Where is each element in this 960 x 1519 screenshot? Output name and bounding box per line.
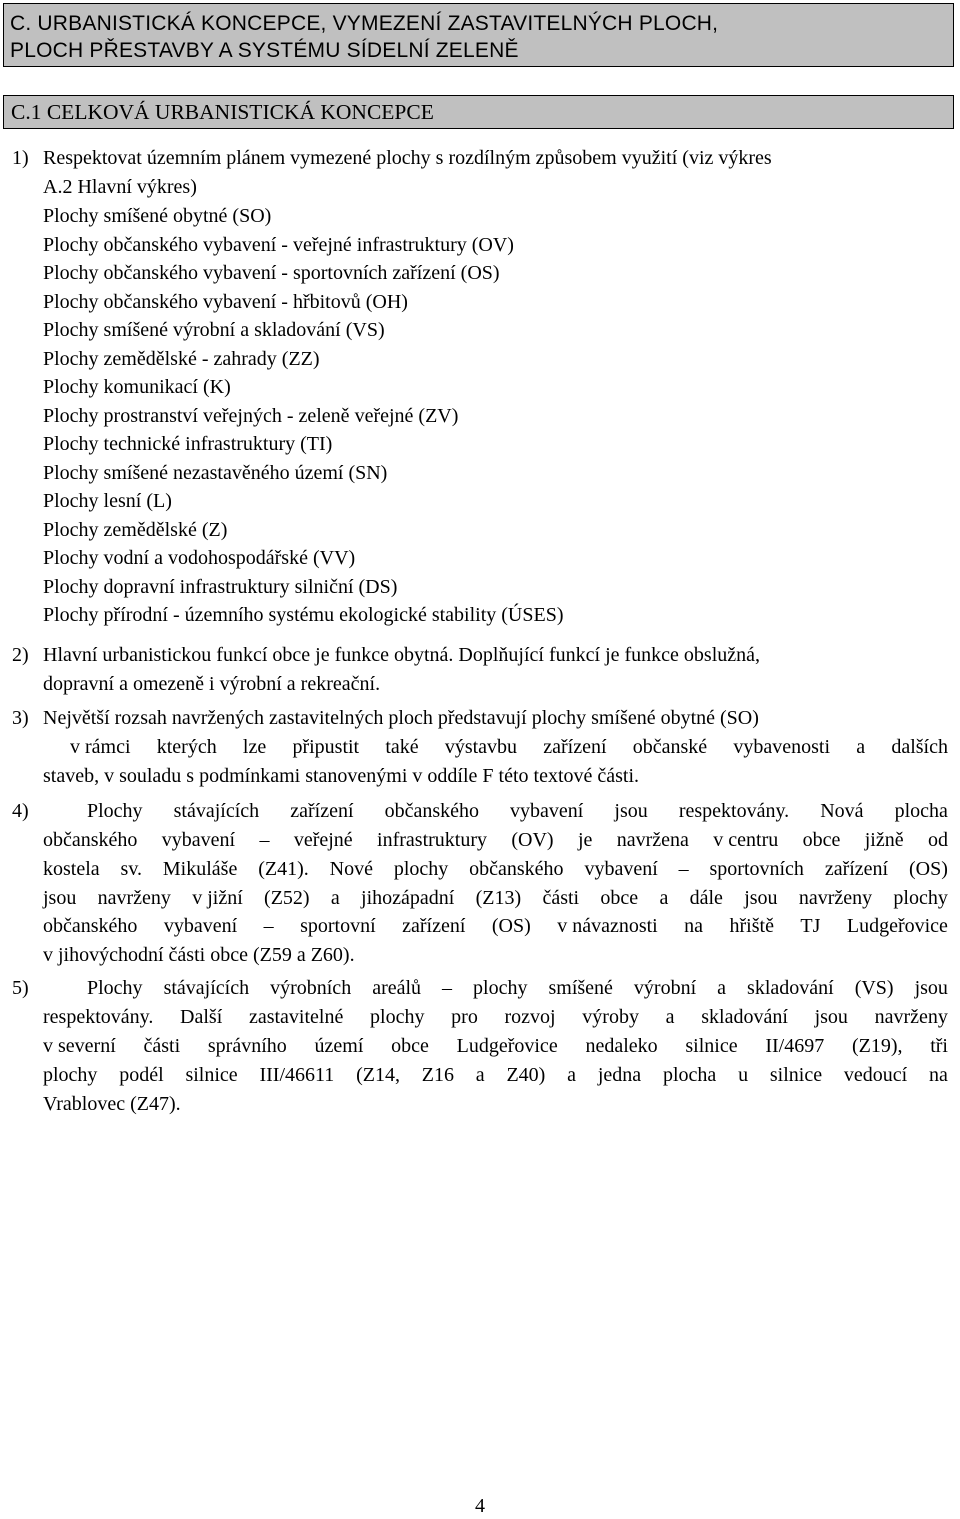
item-5-line-word: a xyxy=(475,1064,485,1086)
item-5-line-word: správního xyxy=(207,1035,287,1057)
item-4-line-word: sportovních xyxy=(709,858,804,880)
item-5-line-word: jedna xyxy=(597,1064,642,1086)
land-use-area-item: Plochy smíšené nezastavěného území (SN) xyxy=(43,461,388,484)
land-use-area-item: Plochy prostranství veřejných - zeleně veřejné (ZV) xyxy=(43,404,459,427)
item-5-line xyxy=(43,1034,948,1058)
item-5-line xyxy=(43,1063,948,1087)
item-5-line-word: smíšené xyxy=(548,977,613,999)
item-5-line-word: pro xyxy=(451,1006,478,1028)
item-5-line-word: silnice xyxy=(685,1035,738,1057)
item-4-line-word: občanského xyxy=(469,858,564,880)
item-3-line-2-word: a xyxy=(856,736,866,758)
item-4-line-word: zařízení xyxy=(402,915,466,937)
section-heading xyxy=(3,95,954,129)
item-3-line-2-word: lze xyxy=(242,736,267,758)
item-4-line-word: vybavení xyxy=(510,800,584,822)
item-1-line-1: Respektovat územním plánem vymezené plochy s rozdílným způsobem využití (viz výkres xyxy=(43,147,772,169)
item-5-line-word: podél xyxy=(119,1064,164,1086)
item-3-line-2-word: připustit xyxy=(292,736,360,758)
item-4-line-word: stávajících xyxy=(173,800,260,822)
land-use-area-item: Plochy smíšené obytné (SO) xyxy=(43,205,272,227)
item-4-line-word: plocha xyxy=(894,800,948,822)
item-4-line-word: dále xyxy=(689,887,723,909)
item-4-line-word: – xyxy=(259,829,270,851)
item-5-line-word: plochy xyxy=(43,1064,98,1086)
item-4-line-word: jihozápadní xyxy=(361,887,455,909)
item-5-line-word: tři xyxy=(930,1035,948,1057)
item-4-line-word: Nové xyxy=(329,858,373,880)
item-5-line-word: (Z19), xyxy=(851,1035,903,1057)
item-4-line-word: zařízení xyxy=(824,858,889,880)
item-5-line-word: území xyxy=(314,1035,364,1057)
item-4-line-word: Plochy xyxy=(87,800,143,822)
chapter-heading xyxy=(3,3,954,67)
item-5-line-word: zastavitelné xyxy=(248,1006,344,1028)
item-4-line-word: Nová xyxy=(820,800,864,822)
item-3-number: 3) xyxy=(12,707,29,729)
item-4-line xyxy=(87,799,948,823)
item-1-number: 1) xyxy=(12,147,29,169)
item-5-line-word: vedoucí xyxy=(843,1064,908,1086)
item-4-line xyxy=(43,886,948,910)
item-4-line-word: zařízení xyxy=(290,800,354,822)
item-3-line-2-word: zařízení xyxy=(543,736,607,758)
item-4-line xyxy=(43,914,948,938)
item-5-number: 5) xyxy=(12,977,29,999)
item-4-line-word: navrženy xyxy=(798,887,873,909)
item-2-line-1: Hlavní urbanistickou funkcí obce je funkce obytná. Doplňující funkcí je funkce obslužná, xyxy=(43,644,761,666)
item-4-line xyxy=(43,857,948,881)
item-5-line-word: části xyxy=(143,1035,181,1057)
item-5-line-word: skladování xyxy=(701,1006,788,1028)
item-4-line-word: části xyxy=(542,887,580,909)
item-3-line-2-word: vybavenosti xyxy=(733,736,831,758)
item-5-line-word: jsou xyxy=(814,1006,848,1028)
item-4-line-word: jsou xyxy=(43,887,77,909)
item-5-line-word: respektovány. xyxy=(43,1006,154,1028)
land-use-area-item: Plochy technické infrastruktury (TI) xyxy=(43,433,333,455)
item-5-line-word: nedaleko xyxy=(585,1035,658,1057)
item-4-line-word: vybavení xyxy=(584,858,658,880)
item-4-line-word: (Z41). xyxy=(258,858,309,880)
item-5-line-word: Z40) xyxy=(506,1064,546,1086)
item-4-line-word: plochy xyxy=(393,858,449,880)
item-4-line-word: je xyxy=(577,829,593,851)
item-5-line-word: Z16 xyxy=(421,1064,454,1086)
item-5-line-word: v severní xyxy=(43,1035,116,1057)
land-use-area-item: Plochy občanského vybavení - veřejné infrastruktury (OV) xyxy=(43,233,514,256)
item-3-line-2-word: kterých xyxy=(156,736,217,758)
section-heading-text: C.1 CELKOVÁ URBANISTICKÁ KONCEPCE xyxy=(11,100,434,124)
item-4-line-word: a xyxy=(659,887,669,909)
item-5-line-word: rozvoj xyxy=(504,1006,556,1028)
item-2-line-2: dopravní a omezeně i výrobní a rekreační. xyxy=(43,673,381,695)
land-use-area-item: Plochy občanského vybavení - hřbitovů (OH) xyxy=(43,290,408,313)
item-3-line-2-word: také xyxy=(385,736,419,758)
item-4-line-word: – xyxy=(678,858,689,880)
item-4-line-word: veřejné xyxy=(293,829,353,851)
land-use-area-item: Plochy zemědělské (Z) xyxy=(43,518,228,541)
item-4-line-word: kostela xyxy=(43,858,100,880)
item-4-line-word: obce xyxy=(600,887,639,909)
item-4-line-word: v jižní xyxy=(192,887,243,909)
land-use-area-item: Plochy přírodní - územního systému ekologické stability (ÚSES) xyxy=(43,604,564,626)
item-5-line-word: navrženy xyxy=(874,1006,948,1028)
item-3-line-2-word: výstavbu xyxy=(444,736,518,758)
item-4-line-word: TJ xyxy=(800,915,821,937)
item-4-line-word: obce xyxy=(802,829,841,851)
item-5-line-word: a xyxy=(567,1064,577,1086)
item-4-line-word: občanského xyxy=(43,829,138,851)
item-4-line-word: infrastruktury xyxy=(377,829,488,851)
item-4-line-word: (Z52) xyxy=(264,887,310,909)
item-5-line-word: (VS) xyxy=(854,977,894,999)
item-4-last-line: v jihovýchodní části obce (Z59 a Z60). xyxy=(43,944,355,966)
item-4-line-word: vybavení xyxy=(161,829,236,851)
item-4-line xyxy=(43,828,948,852)
item-3-line-2-word: v rámci xyxy=(70,736,131,758)
item-5-line-word: plochy xyxy=(473,977,528,999)
land-use-area-item: Plochy občanského vybavení - sportovních zařízení (OS) xyxy=(43,262,500,284)
item-4-line-word: a xyxy=(330,887,340,909)
item-5-line-word: obce xyxy=(391,1035,429,1057)
item-5-line-word: výrobní xyxy=(633,977,697,999)
item-4-line-word: navržena xyxy=(616,829,689,851)
item-4-line-word: občanského xyxy=(43,915,138,937)
item-4-line-word: respektovány. xyxy=(678,800,790,822)
item-5-last-line: Vrablovec (Z47). xyxy=(43,1093,181,1115)
land-use-area-item: Plochy komunikací (K) xyxy=(43,376,231,398)
item-5-line xyxy=(43,1005,948,1029)
item-5-line-word: – xyxy=(442,977,453,999)
item-4-line-word: plochy xyxy=(893,887,948,909)
item-4-number: 4) xyxy=(12,800,29,822)
item-3-line-3: staveb, v souladu s podmínkami stanovenými v oddíle F této textové části. xyxy=(43,765,640,787)
item-4-line-word: sportovní xyxy=(300,915,376,937)
land-use-area-item: Plochy smíšené výrobní a skladování (VS) xyxy=(43,319,385,341)
item-4-line-word: navrženy xyxy=(97,887,171,909)
item-5-line xyxy=(87,976,948,1000)
item-3-line-2-word: dalších xyxy=(891,736,948,758)
land-use-area-item: Plochy vodní a vodohospodářské (VV) xyxy=(43,547,356,569)
item-5-line-word: Ludgeřovice xyxy=(456,1035,558,1057)
land-use-area-item: Plochy zemědělské - zahrady (ZZ) xyxy=(43,347,320,370)
item-5-line-word: Další xyxy=(180,1006,223,1028)
item-4-line-word: jižně xyxy=(864,829,904,851)
item-4-line-word: na xyxy=(684,915,704,937)
item-4-line-word: hřiště xyxy=(729,915,774,937)
item-5-line-word: silnice xyxy=(769,1064,823,1086)
item-5-line-word: a xyxy=(717,977,727,999)
item-5-line-word: plocha xyxy=(662,1064,717,1086)
item-4-line-word: – xyxy=(263,915,274,937)
chapter-heading-line-2: PLOCH PŘESTAVBY A SYSTÉMU SÍDELNÍ ZELENĚ xyxy=(10,39,519,62)
item-4-line-word: (OS) xyxy=(491,915,531,937)
item-2-number: 2) xyxy=(12,644,29,666)
item-4-line-word: jsou xyxy=(614,800,648,822)
item-5-line-word: skladování xyxy=(747,977,834,999)
item-5-line-word: plochy xyxy=(370,1006,425,1028)
item-5-line-word: výrobních xyxy=(270,977,352,999)
item-1-line-2: A.2 Hlavní výkres) xyxy=(43,176,197,198)
item-5-line-word: jsou xyxy=(914,977,948,999)
chapter-heading-line-1: C. URBANISTICKÁ KONCEPCE, VYMEZENÍ ZASTAVITELNÝCH PLOCH, xyxy=(10,12,719,35)
item-5-line-word: III/46611 xyxy=(259,1064,335,1086)
item-4-line-word: (Z13) xyxy=(475,887,522,909)
item-5-line-word: stávajících xyxy=(163,977,250,999)
item-5-line-word: u xyxy=(738,1064,749,1086)
land-use-area-item: Plochy lesní (L) xyxy=(43,490,172,512)
item-4-line-word: jsou xyxy=(744,887,778,909)
item-3-line-1: Největší rozsah navržených zastavitelných ploch představují plochy smíšené obytné (SO) xyxy=(43,707,759,729)
item-5-line-word: (Z14, xyxy=(356,1064,400,1086)
land-use-area-item: Plochy dopravní infrastruktury silniční (DS) xyxy=(43,575,398,598)
item-4-line-word: (OV) xyxy=(511,829,554,851)
item-4-line-word: Mikuláše xyxy=(162,858,238,880)
item-5-line-word: areálů xyxy=(372,977,422,999)
item-4-line-word: v centru xyxy=(713,829,779,851)
item-5-line-word: silnice xyxy=(185,1064,238,1086)
item-4-line-word: Ludgeřovice xyxy=(846,915,948,937)
item-3-line-2 xyxy=(70,735,948,759)
item-5-line-word: a xyxy=(665,1006,675,1028)
item-4-line-word: občanského xyxy=(384,800,479,822)
item-5-line-word: Plochy xyxy=(87,977,143,999)
item-5-line-word: na xyxy=(928,1064,948,1086)
item-5-line-word: výroby xyxy=(582,1006,639,1028)
item-4-line-word: v návaznosti xyxy=(557,915,658,937)
item-3-line-2-word: občanské xyxy=(632,736,708,758)
item-4-line-word: od xyxy=(927,829,948,851)
item-5-line-word: II/4697 xyxy=(765,1035,825,1057)
item-4-line-word: sv. xyxy=(120,858,143,880)
page-number: 4 xyxy=(475,1495,485,1517)
item-4-line-word: (OS) xyxy=(908,858,948,880)
item-4-line-word: vybavení xyxy=(163,915,238,937)
